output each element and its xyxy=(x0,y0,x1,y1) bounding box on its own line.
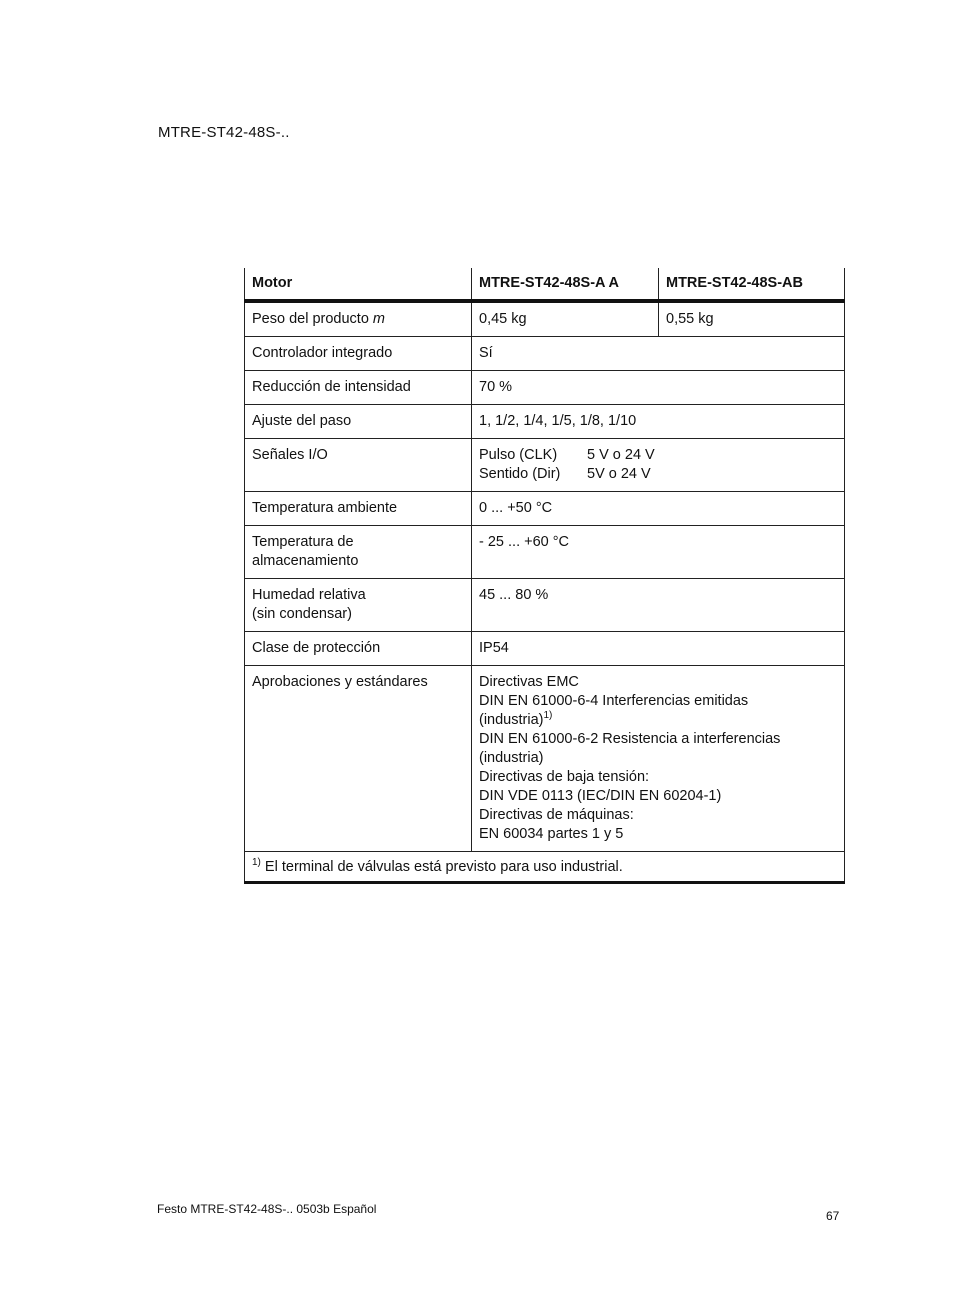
column-header-a-a: MTRE-ST42-48S-A A xyxy=(472,268,659,301)
signal-voltage: 5 V o 24 V xyxy=(587,447,655,463)
row-label: Reducción de intensidad xyxy=(245,371,472,405)
row-label: Clase de protección xyxy=(245,632,472,666)
row-value-a-a: 0,45 kg xyxy=(472,301,659,337)
approval-line: DIN EN 61000-6-4 Interferencias emitidas xyxy=(479,693,749,709)
footnote-text: El terminal de válvulas está previsto para uso industrial. xyxy=(260,859,623,875)
row-value: 70 % xyxy=(472,371,845,405)
signal-name: Pulso (CLK) xyxy=(479,447,558,463)
approval-text: (industria) xyxy=(479,712,544,728)
row-label: Temperatura ambiente xyxy=(245,492,472,526)
row-value: 1, 1/2, 1/4, 1/5, 1/8, 1/10 xyxy=(472,405,845,439)
table-row xyxy=(245,526,845,579)
row-label: Temperatura de almacenamiento xyxy=(245,526,472,579)
table-row xyxy=(245,301,845,337)
footer-document-info: Festo MTRE-ST42-48S-.. 0503b Español xyxy=(157,1202,377,1216)
table-row xyxy=(245,579,845,632)
row-value xyxy=(472,439,845,492)
row-value: 45 ... 80 % xyxy=(472,579,845,632)
page-number: 67 xyxy=(826,1209,840,1223)
table-row xyxy=(245,666,845,852)
row-label-text: Peso del producto xyxy=(252,311,373,327)
approval-line xyxy=(479,711,837,730)
page-header-title: MTRE-ST42-48S-.. xyxy=(158,124,290,141)
column-header-ab: MTRE-ST42-48S-AB xyxy=(659,268,845,301)
signal-line xyxy=(479,465,837,484)
row-value xyxy=(472,666,845,852)
row-value: 0 ... +50 °C xyxy=(472,492,845,526)
table-row xyxy=(245,632,845,666)
signal-voltage: 5V o 24 V xyxy=(587,466,651,482)
column-header-motor: Motor xyxy=(245,268,472,301)
signal-name: Sentido (Dir) xyxy=(479,466,561,482)
row-label xyxy=(245,301,472,337)
table-header-row xyxy=(245,268,845,301)
table-row xyxy=(245,439,845,492)
approval-line: Directivas EMC xyxy=(479,674,579,690)
approval-lines: DIN EN 61000-6-2 Resistencia a interferencias (industria) Directivas de baja tensión: DIN VDE 0113 (IEC/DIN EN 60204-1) Directivas de máquinas: EN 60034 partes 1 y 5 xyxy=(479,731,781,842)
row-label: Aprobaciones y estándares xyxy=(245,666,472,852)
row-value: Sí xyxy=(472,337,845,371)
footnote-marker: 1) xyxy=(252,857,261,869)
row-value-ab: 0,55 kg xyxy=(659,301,845,337)
table-row xyxy=(245,405,845,439)
table-row xyxy=(245,371,845,405)
row-label: Señales I/O xyxy=(245,439,472,492)
footnote-ref: 1) xyxy=(543,710,553,722)
specifications-table xyxy=(244,268,845,884)
row-value: - 25 ... +60 °C xyxy=(472,526,845,579)
signal-line xyxy=(479,446,837,465)
mass-symbol: m xyxy=(372,311,386,327)
row-label: Humedad relativa (sin condensar) xyxy=(245,579,472,632)
row-label: Ajuste del paso xyxy=(245,405,472,439)
table-row xyxy=(245,337,845,371)
footnote xyxy=(245,852,845,883)
row-value: IP54 xyxy=(472,632,845,666)
row-label: Controlador integrado xyxy=(245,337,472,371)
table-row xyxy=(245,492,845,526)
footnote-row xyxy=(245,852,845,883)
